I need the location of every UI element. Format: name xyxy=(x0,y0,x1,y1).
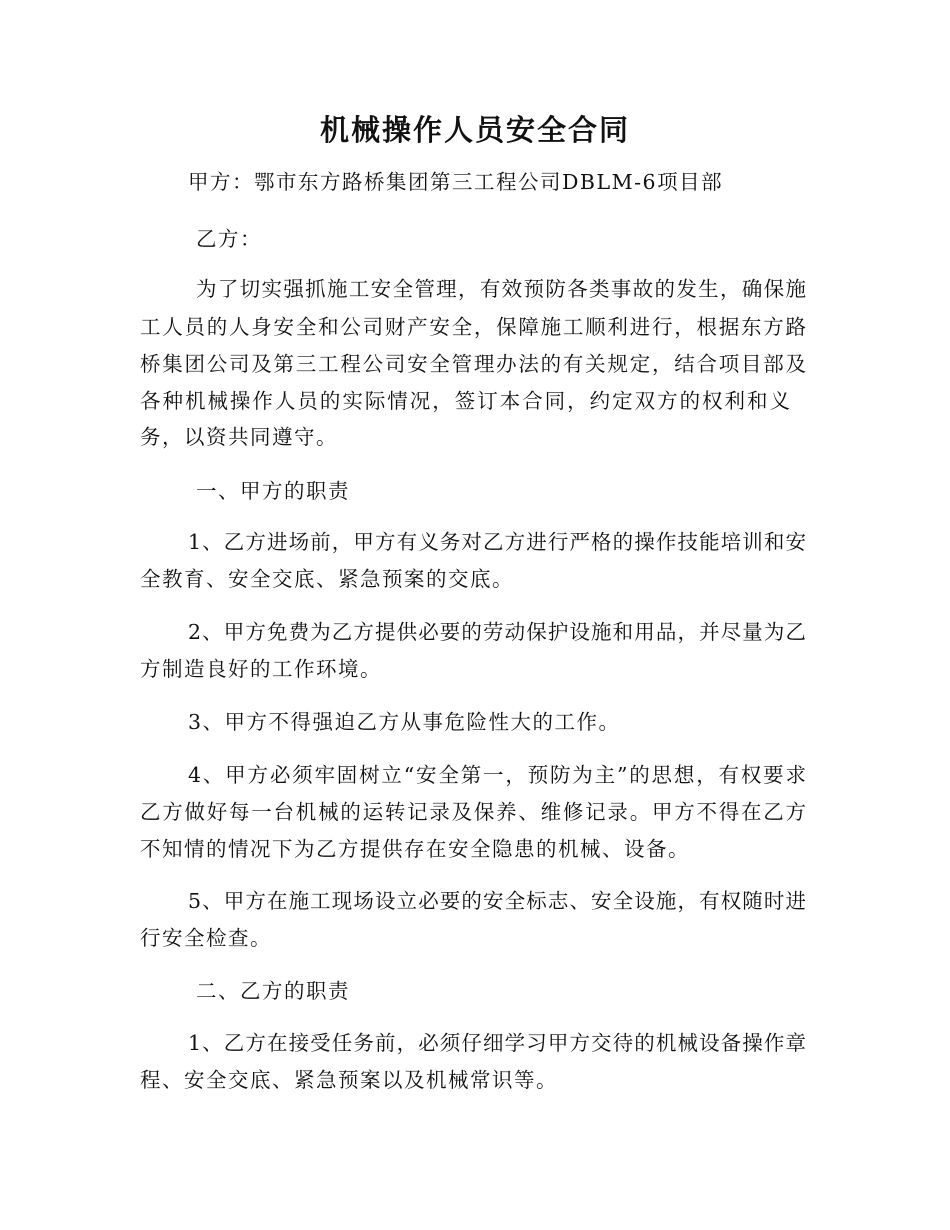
a5-line-2: 行安全检查。 xyxy=(140,926,272,950)
a1-line-1: 1、乙方进场前，甲方有义务对乙方进行严格的操作技能培训和安 xyxy=(188,530,806,554)
party-b-line: 乙方： xyxy=(196,227,262,251)
section-b-heading: 二、乙方的职责 xyxy=(196,979,350,1003)
intro-line-4: 各种机械操作人员的实际情况，签订本合同，约定双方的权利和义 xyxy=(140,389,790,413)
a4-line-3: 不知情的情况下为乙方提供存在安全隐患的机械、设备。 xyxy=(140,837,690,861)
intro-line-2: 工人员的人身安全和公司财产安全，保障施工顺利进行，根据东方路 xyxy=(140,315,806,339)
document-title: 机械操作人员安全合同 xyxy=(319,113,630,147)
intro-line-5: 务，以资共同遵守。 xyxy=(140,425,338,449)
a5-line-1: 5、甲方在施工现场设立必要的安全标志、安全设施，有权随时进 xyxy=(188,889,806,913)
a1-line-2: 全教育、安全交底、紧急预案的交底。 xyxy=(140,567,514,591)
a4-line-1: 4、甲方必须牢固树立“安全第一，预防为主”的思想，有权要求 xyxy=(188,763,806,787)
a3-line-1: 3、甲方不得强迫乙方从事危险性大的工作。 xyxy=(188,710,621,734)
b1-line-1: 1、乙方在接受任务前，必须仔细学习甲方交待的机械设备操作章 xyxy=(188,1031,806,1055)
intro-line-1: 为了切实强抓施工安全管理，有效预防各类事故的发生，确保施 xyxy=(196,277,806,301)
party-a-line: 甲方：鄂市东方路桥集团第三工程公司DBLM-6项目部 xyxy=(188,170,724,194)
section-a-heading: 一、甲方的职责 xyxy=(196,479,350,503)
a2-line-2: 方制造良好的工作环境。 xyxy=(140,657,382,681)
b1-line-2: 程、安全交底、紧急预案以及机械常识等。 xyxy=(140,1068,558,1092)
a4-line-2: 乙方做好每一台机械的运转记录及保养、维修记录。甲方不得在乙方 xyxy=(140,800,806,824)
a2-line-1: 2、甲方免费为乙方提供必要的劳动保护设施和用品，并尽量为乙 xyxy=(188,620,806,644)
intro-line-3: 桥集团公司及第三工程公司安全管理办法的有关规定，结合项目部及 xyxy=(140,352,806,376)
